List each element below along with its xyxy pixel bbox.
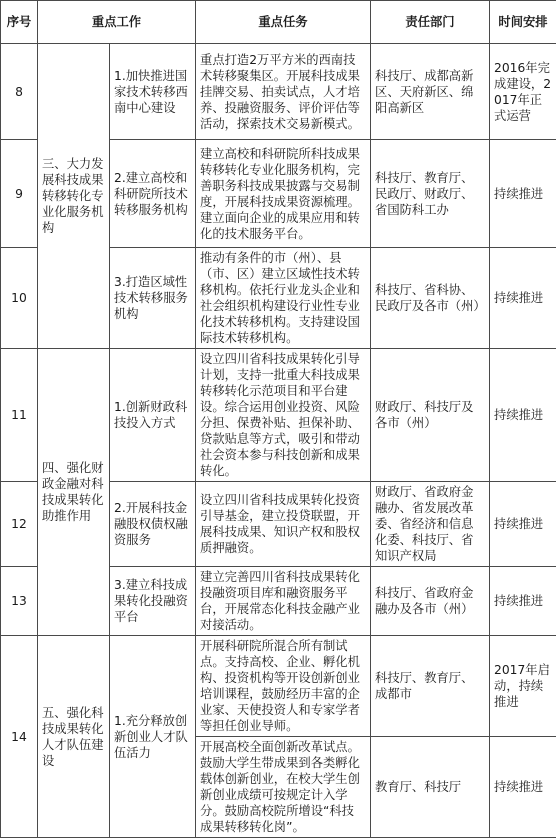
- key-task-cell: 建立高校和科研院所科技成果转移转化专业化服务机构，完善职务科技成果披露与交易制度，开展科技成果资源梳理。建立面向企业的成果应用和转化的技术服务平台。: [196, 140, 371, 248]
- schedule-cell: 持续推进: [490, 737, 556, 838]
- group-label: 三、大力发展科技成果转移转化专业化服务机构: [38, 44, 110, 349]
- row-number: 14: [1, 636, 38, 838]
- header-department: 责任部门: [371, 1, 490, 44]
- schedule-cell: 持续推进: [490, 140, 556, 248]
- key-task-cell: 建立完善四川省科技成果转化投融资项目库和融资服务平台，开展常态化科技金融产业对接活动。: [196, 567, 371, 636]
- table-row: [1, 636, 556, 737]
- key-task-cell: 开展科研院所混合所有制试点。支持高校、企业、孵化机构、投资机构等开设创新创业培训课程，鼓励经历丰富的企业家、天使投资人和专家学者等担任创业导师。: [196, 636, 371, 737]
- key-work-cell: 2.建立高校和科研院所技术转移服务机构: [110, 140, 196, 248]
- key-work-cell: 3.打造区域性技术转移服务机构: [110, 248, 196, 349]
- header-key-task: 重点任务: [196, 1, 371, 44]
- schedule-cell: 2016年完成建设，2017年正式运营: [490, 44, 556, 140]
- table-row: [1, 349, 556, 482]
- header-schedule: 时间安排: [490, 1, 556, 44]
- key-task-cell: 开展高校全面创新改革试点。鼓励大学生带成果到各类孵化载体创新创业，在校大学生创新创业成绩可按规定计入学分。鼓励高校院所增设“科技成果转移转化岗”。: [196, 737, 371, 838]
- row-number: 10: [1, 248, 38, 349]
- schedule-cell: 持续推进: [490, 349, 556, 482]
- key-work-cell: 1.创新财政科技投入方式: [110, 349, 196, 482]
- schedule-cell: 2017年启动，持续推进: [490, 636, 556, 737]
- row-number: 11: [1, 349, 38, 482]
- department-cell: 科技厅、省科协、民政厅及各市（州）: [371, 248, 490, 349]
- department-cell: 科技厅、教育厅、成都市: [371, 636, 490, 737]
- key-task-cell: 推动有条件的市（州）、县（市、区）建立区域性技术转移机构。依托行业龙头企业和社会组织机构建设行业性专业化技术转移机构。支持建设国际技术转移机构。: [196, 248, 371, 349]
- header-index: 序号: [1, 1, 38, 44]
- key-work-cell: 1.加快推进国家技术转移西南中心建设: [110, 44, 196, 140]
- key-task-cell: 设立四川省科技成果转化引导计划，支持一批重大科技成果转移转化示范项目和平台建设。综合运用创业投资、风险分担、保费补贴、担保补助、贷款贴息等方式，吸引和带动社会资本参与科技创新和成果转化。: [196, 349, 371, 482]
- row-number: 13: [1, 567, 38, 636]
- group-label: 五、强化科技成果转化人才队伍建设: [38, 636, 110, 838]
- schedule-cell: 持续推进: [490, 248, 556, 349]
- key-task-cell: 重点打造2万平方米的西南技术转移聚集区。开展科技成果挂牌交易、拍卖试点，人才培养、投融资服务、评价评估等活动，探索技术交易新模式。: [196, 44, 371, 140]
- department-cell: 财政厅、省政府金融办、省发展改革委、省经济和信息化委、科技厅、省知识产权局: [371, 482, 490, 567]
- group-label: 四、强化财政金融对科技成果转化助推作用: [38, 349, 110, 636]
- department-cell: 科技厅、成都高新区、天府新区、绵阳高新区: [371, 44, 490, 140]
- table-row: [1, 44, 556, 140]
- key-work-cell: 2.开展科技金融股权债权融资服务: [110, 482, 196, 567]
- department-cell: 财政厅、科技厅及各市（州）: [371, 349, 490, 482]
- schedule-cell: 持续推进: [490, 482, 556, 567]
- row-number: 8: [1, 44, 38, 140]
- header-key-work: 重点工作: [38, 1, 196, 44]
- key-work-cell: 1.充分释放创新创业人才队伍活力: [110, 636, 196, 838]
- schedule-cell: 持续推进: [490, 567, 556, 636]
- department-cell: 科技厅、教育厅、民政厅、财政厅、省国防科工办: [371, 140, 490, 248]
- department-cell: 科技厅、省政府金融办及各市（州）: [371, 567, 490, 636]
- row-number: 9: [1, 140, 38, 248]
- department-cell: 教育厅、科技厅: [371, 737, 490, 838]
- key-work-cell: 3.建立科技成果转化投融资平台: [110, 567, 196, 636]
- key-task-cell: 设立四川省科技成果转化投资引导基金，建立投贷联盟，开展科技成果、知识产权和股权质押融资。: [196, 482, 371, 567]
- row-number: 12: [1, 482, 38, 567]
- header-row: [1, 1, 556, 44]
